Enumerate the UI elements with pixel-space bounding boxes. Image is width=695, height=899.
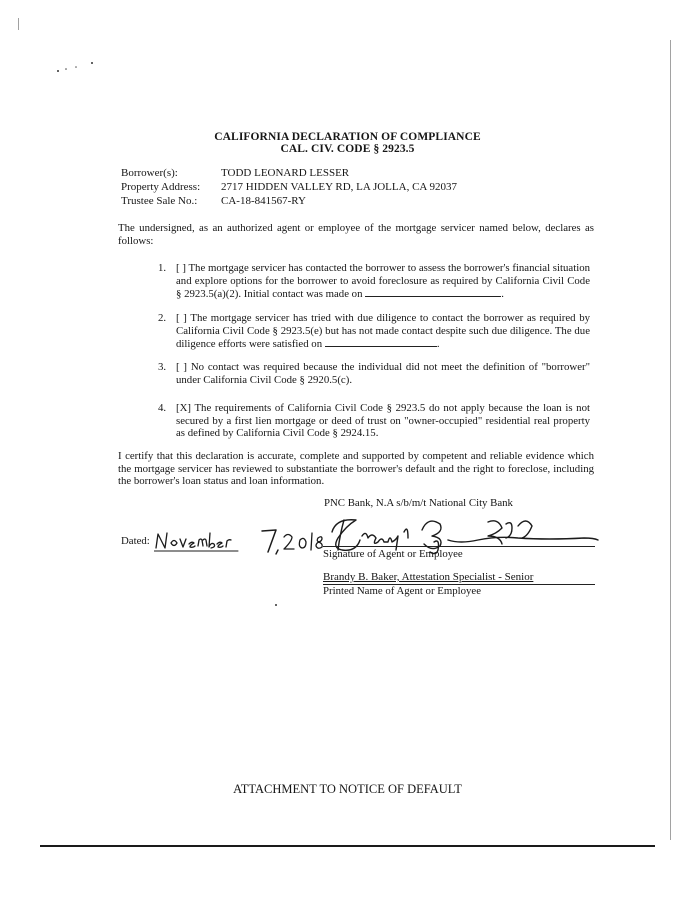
- scan-edge-mark: [18, 18, 19, 30]
- signature-caption: Signature of Agent or Employee: [323, 548, 463, 560]
- trustee-value: CA-18-841567-RY: [221, 195, 306, 207]
- dated-label: Dated:: [121, 535, 150, 547]
- certification-paragraph: I certify that this declaration is accurate, complete and supported by competent and reliable evidence which the mortgage servicer has reviewed to substantiate the borrower's default and the right to foreclose, including the borrower's loan status and loan information.: [118, 450, 594, 488]
- list-item: [158, 402, 590, 440]
- date-blank-line: [365, 287, 501, 297]
- intro-paragraph: The undersigned, as an authorized agent or employee of the mortgage servicer named below, declares as follows:: [118, 222, 594, 247]
- borrower-row: [121, 166, 457, 180]
- item-checkbox: [ ]: [176, 361, 188, 373]
- document-subtitle: CAL. CIV. CODE § 2923.5: [280, 143, 415, 155]
- item-text: No contact was required because the individual did not meet the definition of "borrower" under California Civil Code § 2920.5(c).: [176, 361, 590, 386]
- document-title: CALIFORNIA DECLARATION OF COMPLIANCE: [214, 131, 481, 143]
- scan-specks: [52, 58, 102, 78]
- borrower-value: TODD LEONARD LESSER: [221, 167, 350, 179]
- handwritten-date: [154, 522, 324, 558]
- item-checkbox: [ ]: [176, 312, 187, 324]
- trustee-label: Trustee Sale No.:: [121, 195, 198, 207]
- attachment-footer: ATTACHMENT TO NOTICE OF DEFAULT: [233, 782, 462, 796]
- borrower-info: [121, 166, 457, 208]
- list-item: [158, 361, 590, 386]
- item-number: 1.: [158, 262, 167, 274]
- item-checkbox-checked: [X]: [176, 402, 191, 414]
- list-item: 1. [ ] The mortgage servicer has contacted the borrower to assess the borrower's financial situation and explore options for the borrower to avoid foreclosure as required by California Civil Code § 2923.5(a)(2). Initial contact was made on .: [158, 262, 590, 301]
- item-text: The requirements of California Civil Code § 2923.5 do not apply because the loan is not secured by a first lien mortgage or deed of trust on "owner-occupied" residential real property as defined by California Civil Code § 2924.15.: [176, 402, 590, 440]
- handwritten-signature: [322, 512, 612, 570]
- property-row: [121, 180, 457, 194]
- borrower-label: Borrower(s):: [121, 167, 178, 179]
- scan-edge-line: [670, 40, 671, 840]
- bank-name: PNC Bank, N.A s/b/m/t National City Bank: [324, 497, 513, 509]
- trustee-row: [121, 194, 457, 208]
- item-text: The mortgage servicer has tried with due diligence to contact the borrower as required by California Civil Code § 2923.5(e) but has not made contact despite such due diligence. The due diligence efforts were satisfied on: [176, 312, 590, 351]
- printed-name-caption: Printed Name of Agent or Employee: [323, 585, 482, 597]
- printed-name-value: Brandy B. Baker, Attestation Specialist - Senior: [323, 571, 534, 583]
- date-blank-line: [325, 337, 437, 347]
- item-number: 2.: [158, 312, 167, 324]
- scan-speck: [275, 604, 277, 606]
- property-label: Property Address:: [121, 181, 201, 193]
- bottom-rule: [40, 845, 655, 847]
- item-text: The mortgage servicer has contacted the borrower to assess the borrower's financial situation and explore options for the borrower to avoid foreclosure as required by California Civil Code § 2923.5(a)(2). Initial contact was made on: [176, 262, 590, 301]
- item-number: 4.: [158, 402, 167, 414]
- printed-name: [323, 571, 533, 583]
- item-number: 3.: [158, 361, 167, 373]
- item-checkbox: [ ]: [176, 262, 186, 274]
- property-value: 2717 HIDDEN VALLEY RD, LA JOLLA, CA 92037: [221, 181, 457, 193]
- list-item: 2. [ ] The mortgage servicer has tried with due diligence to contact the borrower as required by California Civil Code § 2923.5(e) but has not made contact despite such due diligence. The due diligence efforts were satisfied on .: [158, 312, 590, 351]
